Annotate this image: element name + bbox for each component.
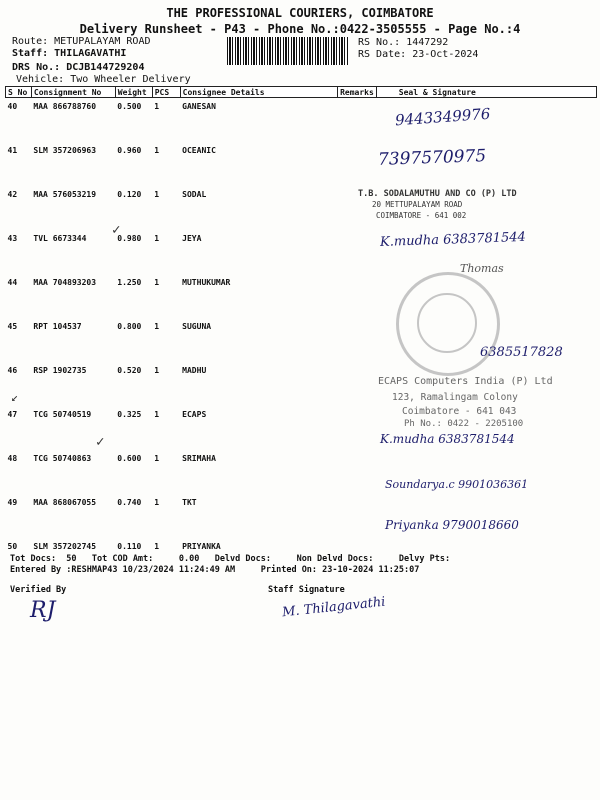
weight-cell: 0.980 (117, 234, 142, 243)
sign-row-49: Soundarya.c 9901036361 (385, 478, 529, 491)
weight-cell: 0.960 (117, 146, 142, 155)
pcs-cell: 1 (154, 410, 160, 419)
weight-cell: 0.740 (117, 498, 142, 507)
consignee-cell: JEYA (182, 234, 202, 243)
tick-mark-icon: ✓ (96, 434, 105, 450)
pcs-cell: 1 (154, 146, 160, 155)
weight-cell: 0.520 (117, 366, 142, 375)
sign-row-41: 7397570975 (377, 146, 487, 170)
consignee-cell: SODAL (182, 190, 207, 199)
weight-cell: 0.325 (117, 410, 142, 419)
rs-date-label: RS Date: (358, 49, 407, 60)
consignment-cell: MAA 868067055 (33, 498, 97, 507)
sno-cell: 47 (7, 410, 18, 419)
col-consignment: Consignment No (31, 87, 115, 98)
consignment-cell: MAA 866788760 (33, 102, 97, 111)
table-row (6, 274, 597, 318)
col-seal: Seal & Signature (376, 87, 596, 98)
sign-row-40: 9443349976 (394, 104, 491, 130)
weight-cell: 0.500 (117, 102, 142, 111)
consignee-cell: OCEANIC (182, 146, 216, 155)
weight-cell: 0.110 (117, 542, 142, 551)
weight-cell: 0.120 (117, 190, 142, 199)
vehicle-label: Vehicle: (16, 74, 65, 85)
rs-no-value: 1447292 (406, 37, 449, 48)
sno-cell: 44 (7, 278, 18, 287)
table-row (6, 142, 597, 186)
runsheet-table (5, 86, 597, 582)
barcode (227, 37, 349, 65)
table-header (6, 87, 597, 98)
sodal-stamp-addr2: COIMBATORE - 641 002 (376, 211, 467, 220)
pcs-cell: 1 (154, 322, 160, 331)
consignment-cell: SLM 357206963 (33, 146, 97, 155)
remarks-cell (338, 98, 377, 143)
tick-mark-icon: ✓ (112, 222, 121, 238)
consignment-cell: TCG 50740863 (33, 454, 92, 463)
route-label: Route: (12, 36, 49, 47)
consignee-cell: ECAPS (182, 410, 207, 419)
sign-row-48: K.mudha 6383781544 (380, 432, 515, 446)
pcs-cell: 1 (154, 542, 160, 551)
col-pcs: PCS (152, 87, 180, 98)
ecaps-stamp-addr1: 123, Ramalingam Colony (392, 392, 518, 403)
remarks-cell (338, 274, 377, 318)
sodal-stamp-name: T.B. SODALAMUTHU AND CO (P) LTD (358, 189, 517, 199)
sign-row-43: K.mudha 6383781544 (379, 229, 527, 250)
remarks-cell (338, 362, 377, 406)
remarks-cell (338, 318, 377, 362)
consignee-cell: MUTHUKUMAR (182, 278, 231, 287)
route-value: METUPALAYAM ROAD (54, 36, 151, 47)
staff-label: Staff: (12, 48, 49, 59)
entered-by-line: Entered By :RESHMAP43 10/23/2024 11:24:49 AM Printed On: 23-10-2024 11:25:07 (10, 565, 420, 575)
pcs-cell: 1 (154, 234, 160, 243)
staff-signature-label: Staff Signature (268, 585, 345, 595)
sign-row-50: Priyanka 9790018660 (385, 518, 519, 532)
consignee-cell: TKT (182, 498, 197, 507)
col-sno: S No (6, 87, 32, 98)
sno-cell: 46 (7, 366, 18, 375)
drs-label: DRS No.: (12, 62, 61, 73)
consignment-cell: SLM 357202745 (33, 542, 97, 551)
sno-cell: 43 (7, 234, 18, 243)
consignment-cell: MAA 704893203 (33, 278, 97, 287)
ecaps-stamp-phone: Ph No.: 0422 - 2205100 (404, 419, 524, 429)
rs-date-line (358, 49, 478, 60)
col-remarks: Remarks (338, 87, 377, 98)
sno-cell: 42 (7, 190, 18, 199)
col-consignee: Consignee Details (180, 87, 337, 98)
consignee-cell: PRIYANKA (182, 542, 221, 551)
col-weight: Weight (115, 87, 152, 98)
sno-cell: 41 (7, 146, 18, 155)
consignment-cell: MAA 576053219 (33, 190, 97, 199)
pcs-cell: 1 (154, 498, 160, 507)
sno-cell: 45 (7, 322, 18, 331)
weight-cell: 0.600 (117, 454, 142, 463)
sno-cell: 40 (7, 102, 18, 111)
sno-cell: 49 (7, 498, 18, 507)
remarks-cell (338, 230, 377, 274)
pcs-cell: 1 (154, 278, 160, 287)
staff-signature: M. Thilagavathi (281, 594, 387, 621)
consignment-cell: TVL 6673344 (33, 234, 87, 243)
table-row (6, 98, 597, 143)
company-title: THE PROFESSIONAL COURIERS, COIMBATORE (166, 6, 434, 20)
consignee-cell: SRIMAHA (182, 454, 216, 463)
rs-no-label: RS No.: (358, 37, 401, 48)
rs-no-line (358, 37, 448, 48)
vehicle-value: Two Wheeler Delivery (70, 74, 191, 85)
verified-signature: RJ (30, 598, 56, 623)
runsheet-subtitle: Delivery Runsheet - P43 - Phone No.:0422-3505555 - Page No.:4 (79, 22, 521, 36)
round-company-seal (396, 272, 500, 376)
consignment-cell: TCG 50740519 (33, 410, 92, 419)
consignment-cell: RPT 104537 (33, 322, 82, 331)
totals-line: Tot Docs: 50 Tot COD Amt: 0.00 Delvd Docs: Non Delvd Docs: Delvy Pts: (10, 554, 451, 564)
remarks-cell (338, 494, 377, 538)
sign-row-46: 6385517828 (480, 345, 563, 360)
remarks-cell (338, 450, 377, 494)
pcs-cell: 1 (154, 454, 160, 463)
consignee-cell: MADHU (182, 366, 207, 375)
consignee-cell: SUGUNA (182, 322, 212, 331)
route-line (12, 36, 150, 47)
pcs-cell: 1 (154, 102, 160, 111)
vehicle-line (16, 74, 191, 85)
sno-cell: 48 (7, 454, 18, 463)
sodal-stamp-addr1: 20 METTUPALAYAM ROAD (372, 200, 463, 209)
drs-value: DCJB144729204 (66, 62, 145, 73)
remarks-cell (338, 142, 377, 186)
verified-by-label: Verified By (10, 585, 67, 595)
drs-line (12, 62, 144, 73)
staff-value: THILAGAVATHI (54, 48, 127, 59)
sign-row-44: Thomas (460, 262, 504, 275)
consignment-cell: RSP 1902735 (33, 366, 87, 375)
arrow-mark-icon: ↙ (11, 390, 19, 404)
staff-line (12, 48, 126, 59)
pcs-cell: 1 (154, 366, 160, 375)
ecaps-stamp-name: ECAPS Computers India (P) Ltd (378, 376, 553, 387)
weight-cell: 1.250 (117, 278, 142, 287)
rs-date-value: 23-Oct-2024 (412, 49, 479, 60)
ecaps-stamp-addr2: Coimbatore - 641 043 (402, 406, 517, 417)
remarks-cell (338, 406, 377, 450)
consignee-cell: GANESAN (182, 102, 216, 111)
weight-cell: 0.800 (117, 322, 142, 331)
pcs-cell: 1 (154, 190, 160, 199)
sno-cell: 50 (7, 542, 18, 551)
